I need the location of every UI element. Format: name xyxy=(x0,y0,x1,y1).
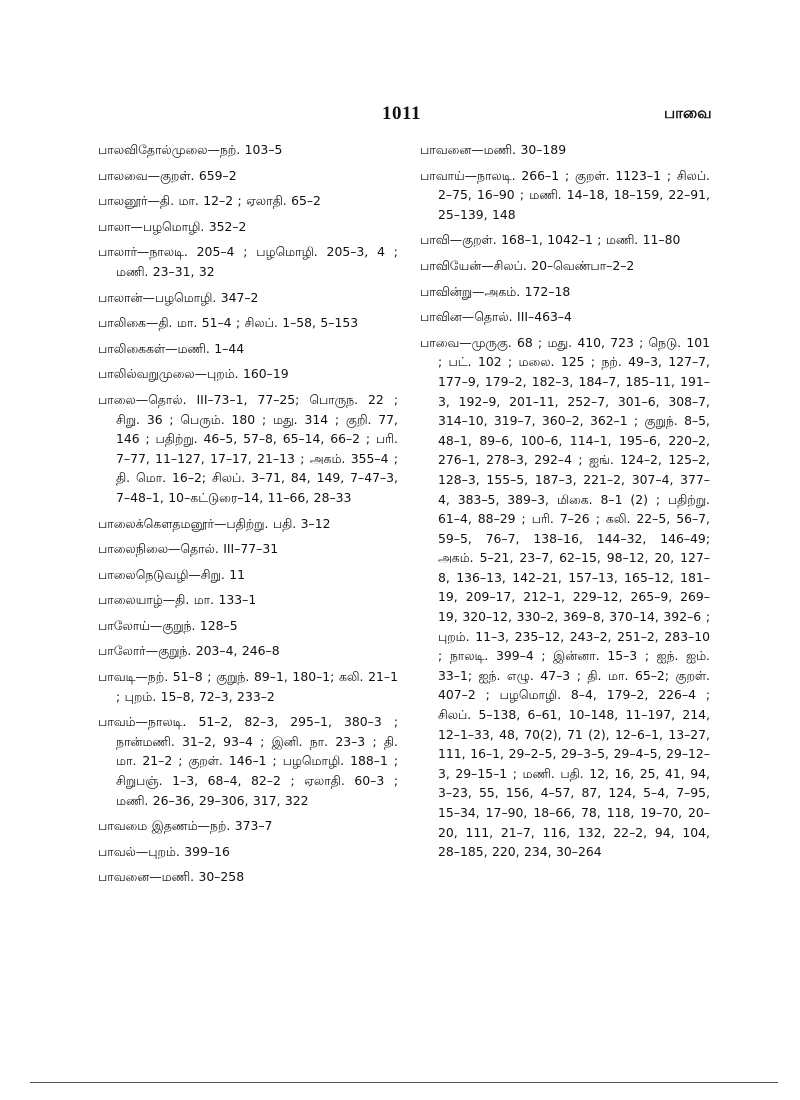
index-entry: பாலோய்—குறுந். 128–5 xyxy=(98,617,238,633)
index-entry: பாலான்—பழமொழி. 347–2 xyxy=(98,289,259,305)
index-entry: பாவடி—நற். 51–8 ; குறுந். 89–1, 180–1; கலி. 21–1 ; புறம். 15–8, 72–3, 233–2 xyxy=(98,669,398,704)
index-entry: பாலிகைகள்—மணி. 1–44 xyxy=(98,340,245,356)
left-column xyxy=(98,140,398,893)
right-column xyxy=(420,140,710,868)
index-entry: பாலவிதோல்முலை—நற். 103–5 xyxy=(98,142,283,157)
index-entry: பாவாய்—நாலடி. 266–1 ; குறள். 1123–1 ; சிலப். 2–75, 16–90 ; மணி. 14–18, 18–159, 22–91, 25–139, 148 xyxy=(420,167,710,222)
index-entry: பாவின்று—அகம். 172–18 xyxy=(420,283,571,299)
index-entry: பாலா—பழமொழி. 352–2 xyxy=(98,218,247,234)
index-entry: பாலிகை—தி. மா. 51–4 ; சிலப். 1–58, 5–153 xyxy=(98,315,359,331)
index-entry: பாவனை—மணி. 30–189 xyxy=(420,142,567,157)
page-number: 1011 xyxy=(382,103,421,124)
index-entry: பாவம்—நாலடி. 51–2, 82–3, 295–1, 380–3 ; நான்மணி. 31–2, 93–4 ; இனி. நா. 23–3 ; தி. மா. 21–2 ; குறள். 146–1 ; பழமொழி. 188–1 ; சிறுபஞ். 1–3, 68–4, 82–2 ; ஏலாதி. 60–3 ; மணி. 26–36, 29–306, 317, 322 xyxy=(98,714,398,808)
index-entry: பாவனை—மணி. 30–258 xyxy=(98,869,245,885)
index-entry: பாவல்—புறம். 399–16 xyxy=(98,843,230,859)
index-entry: பாலில்வறுமுலை—புறம். 160–19 xyxy=(98,366,289,382)
index-entry: பாவமை இதணம்—நற். 373–7 xyxy=(98,818,273,834)
index-entry: பாவி—குறள். 168–1, 1042–1 ; மணி. 11–80 xyxy=(420,232,681,248)
index-entry: பாலார்—நாலடி. 205–4 ; பழமொழி. 205–3, 4 ; மணி. 23–31, 32 xyxy=(98,244,398,279)
index-entry: பாலைநிலை—தொல். III–77–31 xyxy=(98,541,279,557)
index-entry: பாலைநெடுவழி—சிறு. 11 xyxy=(98,566,246,582)
index-entry: பாலனூர்—தி. மா. 12–2 ; ஏலாதி. 65–2 xyxy=(98,193,321,209)
bottom-rule xyxy=(30,1082,778,1083)
index-entry: பாலவை—குறள். 659–2 xyxy=(98,167,237,183)
index-entry: பாலைக்கௌதமனூர்—பதிற்று. பதி. 3–12 xyxy=(98,515,331,531)
index-entry: பாவை—முருகு. 68 ; மது. 410, 723 ; நெடு. 101 ; பட். 102 ; மலை. 125 ; நற். 49–3, 127–7, 177–9, 179–2, 182–3, 184–7, 185–11, 191–3, 192–9, 201–11, 252–7, 301–6, 308–7, 314–10, 319–7, 360–2, 362–1 ; குறுந். 8–5, 48–1, 89–6, 100–6, 114–1, 195–6, 220–2, 276–1, 278–3, 292–4 ; ஐங். 124–2, 125–2, 128–3, 155–5, 187–3, 221–2, 307–4, 377–4, 383–5, 389–3, மிகை. 8–1 (2) ; பதிற்று. 61–4, 88–29 ; பரி. 7–26 ; கலி. 22–5, 56–7, 59–5, 76–7, 138–16, 144–32, 146–49; அகம். 5–21, 23–7, 62–15, 98–12, 20, 127–8, 136–13, 142–21, 157–13, 165–12, 181–19, 209–17, 212–1, 229–12, 265–9, 269–19, 320–12, 330–2, 369–8, 370–14, 392–6 ; புறம். 11–3, 235–12, 243–2, 251–2, 283–10 ; நாலடி. 399–4 ; இன்னா. 15–3 ; ஐந். ஐம். 33–1; ஐந். எழு. 47–3 ; தி. மா. 65–2; குறள். 407–2 ; பழமொழி. 8–4, 179–2, 226–4 ; சிலப். 5–138, 6–61, 10–148, 11–197, 214, 12–1–33, 48, 70(2), 71 (2), 12–6–1, 13–27, 111, 16–1, 29–2–5, 29–3–5, 29–4–5, 29–12–3, 29–15–1 ; மணி. பதி. 12, 16, 25, 41, 94, 3–23, 55, 156, 4–57, 87, 124, 5–4, 7–95, 15–34, 17–90, 18–66, 78, 118, 19–70, 20–20, 111, 21–7, 116, 132, 22–2, 94, 104, 28–185, 220, 234, 30–264 xyxy=(420,334,710,860)
index-entry: பாவின—தொல். III–463–4 xyxy=(420,309,572,325)
running-head: பாவை xyxy=(664,104,712,122)
index-entry: பாலோர்—குறுந். 203–4, 246–8 xyxy=(98,643,280,659)
index-entry: பாலை—தொல். III–73–1, 77–25; பொருந. 22 ; சிறு. 36 ; பெரும். 180 ; மது. 314 ; குறி. 77, 146 ; பதிற்று. 46–5, 57–8, 65–14, 66–2 ; பரி. 7–77, 11–127, 17–17, 21–13 ; அகம். 355–4 ; தி. மொ. 16–2; சிலப். 3–71, 84, 149, 7–47–3, 7–48–1, 10–கட்டுரை–14, 11–66, 28–33 xyxy=(98,391,398,505)
index-entry: பாவியேன்—சிலப். 20–வெண்பா–2–2 xyxy=(420,257,635,273)
index-entry: பாலையாழ்—தி. மா. 133–1 xyxy=(98,592,257,608)
